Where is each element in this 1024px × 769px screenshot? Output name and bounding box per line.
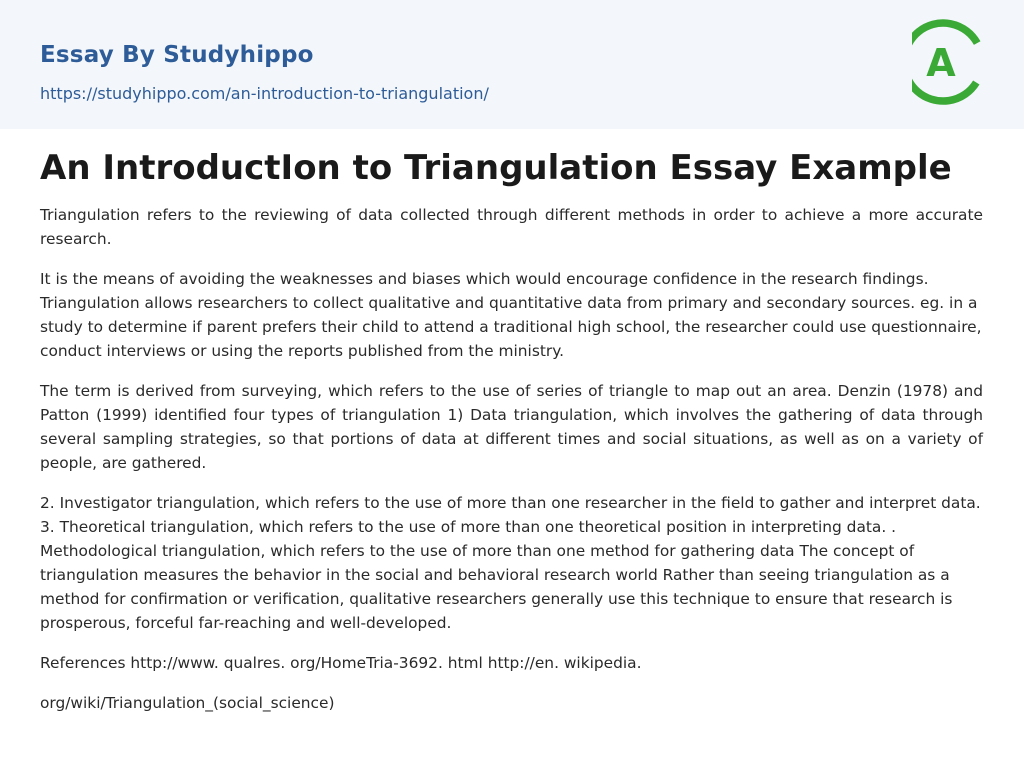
article-references-continued: org/wiki/Triangulation_(social_science) [40,694,335,712]
studyhippo-logo-icon[interactable] [912,19,986,105]
article [40,145,983,731]
article-references: References http://www. qualres. org/HomeTria-3692. html http://en. wikipedia. [40,654,642,672]
article-title: An IntroductIon to Triangulation Essay Example [40,148,952,188]
article-paragraph-4: 2. Investigator triangulation, which refers to the use of more than one researcher in the field to gather and interpret data. 3. Theoretical triangulation, which refers to the use of more than one theoretical position in interpreting data. . Methodological triangulation, which refers to the use of more than one method for gathering data The concept of triangulation measures the behavior in the social and behavioral research world Rather than seeing triangulation as a method for confirmation or verification, qualitative researchers generally use this technique to ensure that research is prosperous, forceful far-reaching and well-developed. [40,494,981,632]
article-paragraph-3: The term is derived from surveying, which refers to the use of series of triangle to map out an area. Denzin (1978) and Patton (1999) identified four types of triangulation 1) Data triangulation, which involves the gathering of data through several sampling strategies, so that portions of data at different times and social situations, as well as on a variety of people, are gathered. [40,382,983,472]
site-brand[interactable]: Essay By Studyhippo [40,42,314,68]
article-paragraph-1: Triangulation refers to the reviewing of data collected through different methods in order to achieve a more accurate research. [40,206,983,248]
page-url-link[interactable]: https://studyhippo.com/an-introduction-to-triangulation/ [40,84,489,103]
article-paragraph-2: It is the means of avoiding the weaknesses and biases which would encourage confidence in the research findings. Triangulation allows researchers to collect qualitative and quantitative data from primary and secondary sources. eg. in a study to determine if parent prefers their child to attend a traditional high school, the researcher could use questionnaire, conduct interviews or using the reports published from the ministry. [40,270,982,360]
site-header [0,0,1024,129]
logo-letter: A [926,41,956,85]
